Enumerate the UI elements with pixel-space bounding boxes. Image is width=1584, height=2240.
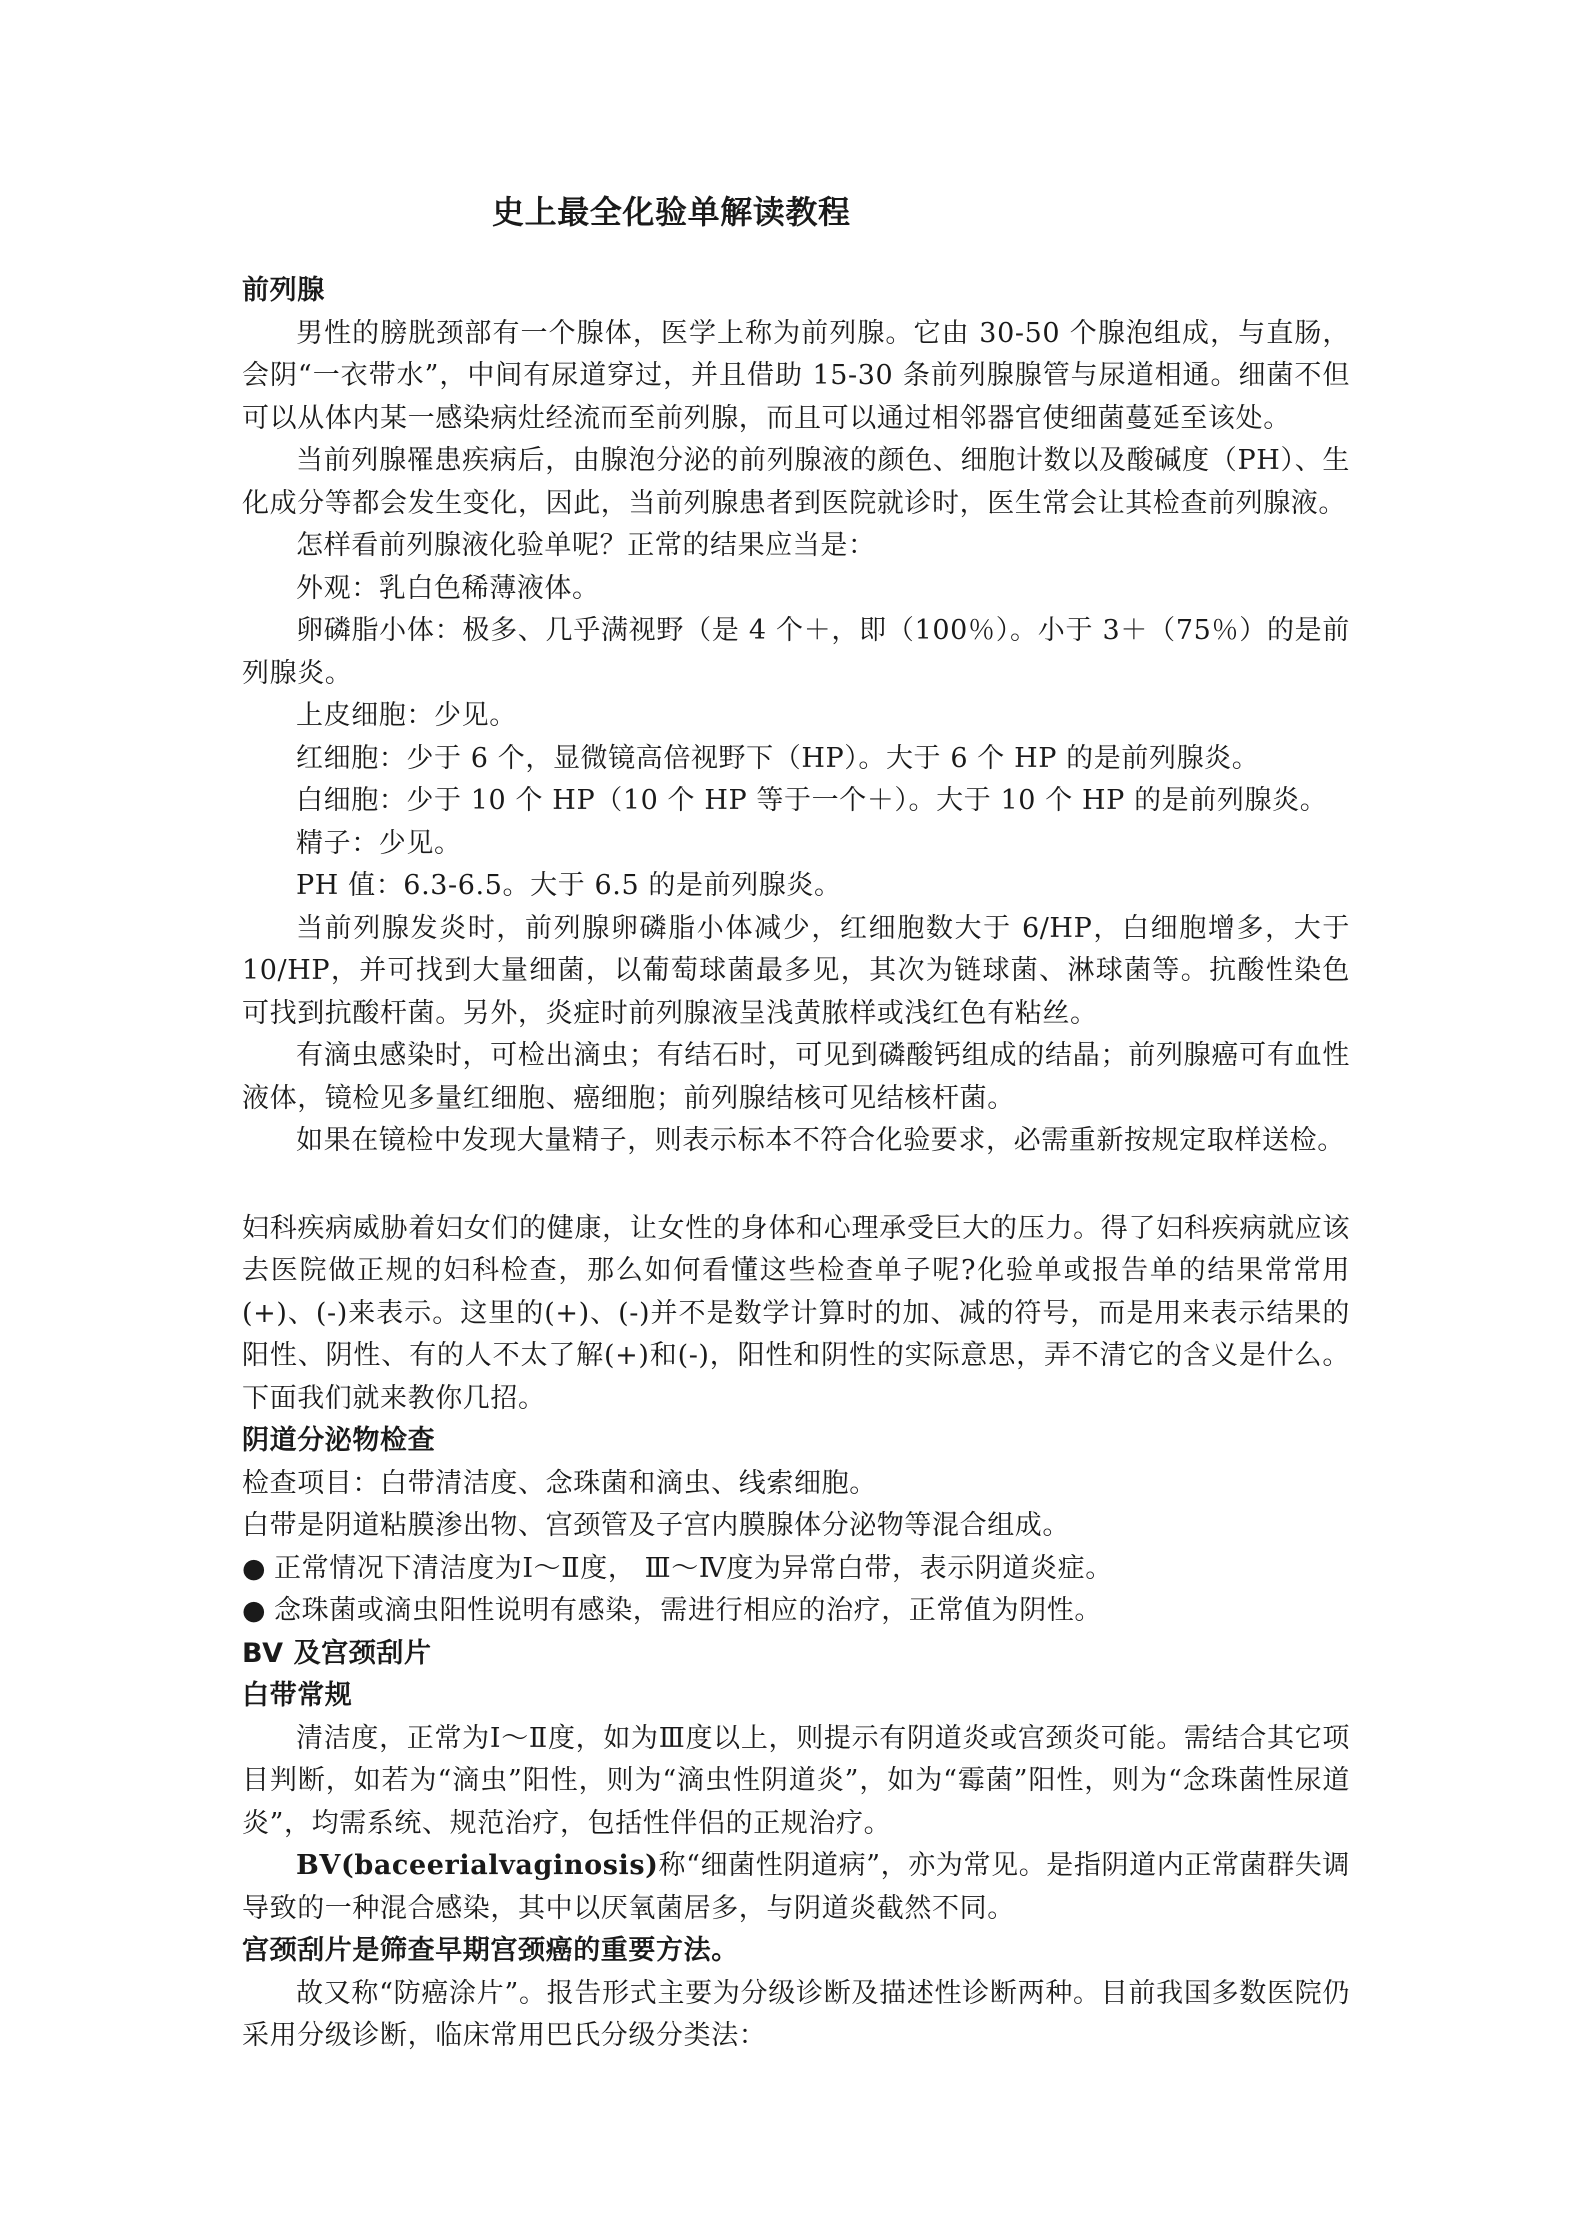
section-heading-bv: BV 及宫颈刮片 bbox=[242, 1637, 432, 1669]
bullet-text: 正常情况下清洁度为Ⅰ～Ⅱ度， Ⅲ～Ⅳ度为异常白带，表示阴道炎症。 bbox=[274, 1552, 1113, 1584]
paragraph: 男性的膀胱颈部有一个腺体，医学上称为前列腺。它由 30-50 个腺泡组成，与直肠，会阴“一衣带水”，中间有尿道穿过，并且借助 15-30 条前列腺腺管与尿道相通。细菌不但可以从体内某一感染病灶经流而至前列腺，而且可以通过相邻器官使细菌蔓延至该处。 bbox=[242, 317, 1350, 434]
paragraph: 外观：乳白色稀薄液体。 bbox=[296, 572, 600, 604]
section-spacer bbox=[242, 1163, 1350, 1208]
paragraph: 检查项目：白带清洁度、念珠菌和滴虫、线索细胞。 bbox=[242, 1467, 877, 1499]
page-title: 史上最全化验单解读教程 bbox=[492, 193, 851, 231]
paragraph: PH 值：6.3-6.5。大于 6.5 的是前列腺炎。 bbox=[296, 870, 842, 901]
paragraph: 卵磷脂小体：极多、几乎满视野（是 4 个＋，即（100％）。小于 3＋（75％）的是前列腺炎。 bbox=[242, 615, 1350, 689]
paragraph: 如果在镜检中发现大量精子，则表示标本不符合化验要求，必需重新按规定取样送检。 bbox=[296, 1125, 1345, 1156]
paragraph: 怎样看前列腺液化验单呢？正常的结果应当是： bbox=[296, 530, 876, 561]
paragraph: 红细胞：少于 6 个，显微镜高倍视野下（HP）。大于 6 个 HP 的是前列腺炎。 bbox=[296, 742, 1260, 774]
paragraph: 当前列腺罹患疾病后，由腺泡分泌的前列腺液的颜色、细胞计数以及酸碱度（PH）、生化成分等都会发生变化，因此，当前列腺患者到医院就诊时，医生常会让其检查前列腺液。 bbox=[242, 445, 1350, 519]
section-heading-routine: 白带常规 bbox=[242, 1680, 353, 1711]
section-heading-vaginal: 阴道分泌物检查 bbox=[242, 1425, 436, 1456]
bv-term: BV(baceerialvaginosis) bbox=[296, 1850, 659, 1881]
bv-text: 称“细菌性阴道病”，亦为常见。是指阴道内正常菌群失调导致的一种混合感染，其中以厌氧菌居多，与阴道炎截然不同。 bbox=[242, 1850, 1350, 1924]
section-heading-smear: 宫颈刮片是筛查早期宫颈癌的重要方法。 bbox=[242, 1935, 739, 1966]
section-heading-prostate: 前列腺 bbox=[242, 275, 325, 306]
paragraph: 精子：少见。 bbox=[296, 827, 462, 859]
paragraph: 当前列腺发炎时，前列腺卵磷脂小体减少，红细胞数大于 6/HP，白细胞增多，大于 10/HP，并可找到大量细菌，以葡萄球菌最多见，其次为链球菌、淋球菌等。抗酸性染色可找到抗酸杆菌。另外，炎症时前列腺液呈浅黄脓样或浅红色有粘丝。 bbox=[242, 912, 1350, 1029]
bv-paragraph bbox=[242, 1845, 1350, 1930]
paragraph: 有滴虫感染时，可检出滴虫；有结石时，可见到磷酸钙组成的结晶；前列腺癌可有血性液体，镜检见多量红细胞、癌细胞；前列腺结核可见结核杆菌。 bbox=[242, 1040, 1350, 1114]
paragraph: 白细胞：少于 10 个 HP（10 个 HP 等于一个＋）。大于 10 个 HP 的是前列腺炎。 bbox=[296, 785, 1328, 816]
bullet-item bbox=[242, 1590, 1350, 1633]
paragraph: 清洁度，正常为Ⅰ～Ⅱ度，如为Ⅲ度以上，则提示有阴道炎或宫颈炎可能。需结合其它项目判断，如若为“滴虫”阳性，则为“滴虫性阴道炎”，如为“霉菌”阳性，则为“念珠菌性尿道炎”，均需系统、规范治疗，包括性伴侣的正规治疗。 bbox=[242, 1722, 1350, 1839]
bullet-icon: ● bbox=[242, 1595, 267, 1626]
gyn-intro-paragraph: 妇科疾病威胁着妇女们的健康，让女性的身体和心理承受巨大的压力。得了妇科疾病就应该去医院做正规的妇科检查，那么如何看懂这些检查单子呢?化验单或报告单的结果常常用(+)、(-)来表示。这里的(+)、(-)并不是数学计算时的加、减的符号，而是用来表示结果的阳性、阴性、有的人不太了解(+)和(-)，阳性和阴性的实际意思，弄不清它的含义是什么。下面我们就来教你几招。 bbox=[242, 1212, 1350, 1414]
paragraph: 白带是阴道粘膜渗出物、宫颈管及子宫内膜腺体分泌物等混合组成。 bbox=[242, 1510, 1070, 1541]
bullet-item bbox=[242, 1548, 1350, 1591]
bullet-icon: ● bbox=[242, 1552, 267, 1584]
document-page bbox=[242, 190, 1350, 2058]
bullet-text: 念珠菌或滴虫阳性说明有感染，需进行相应的治疗，正常值为阴性。 bbox=[274, 1595, 1102, 1626]
paragraph: 故又称“防癌涂片”。报告形式主要为分级诊断及描述性诊断两种。目前我国多数医院仍采用分级诊断，临床常用巴氏分级分类法： bbox=[242, 1977, 1350, 2051]
paragraph: 上皮细胞：少见。 bbox=[296, 700, 517, 731]
